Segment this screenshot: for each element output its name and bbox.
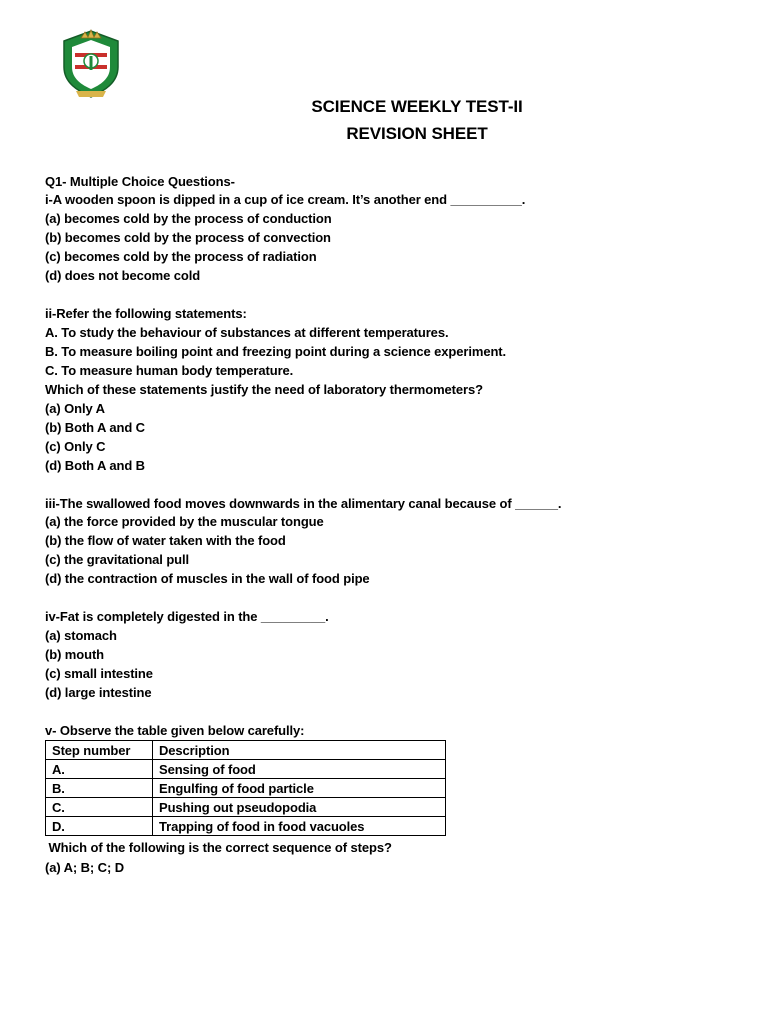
option-text: (d) the contraction of muscles in the wall of food pipe bbox=[45, 571, 370, 586]
table-row bbox=[46, 779, 446, 798]
option-text: (b) becomes cold by the process of convection bbox=[45, 230, 331, 245]
option-text: (b) the flow of water taken with the food bbox=[45, 533, 286, 548]
statement-text: C. To measure human body temperature. bbox=[45, 363, 294, 378]
option-text: (a) Only A bbox=[45, 401, 105, 416]
question-text: iii-The swallowed food moves downwards in the alimentary canal because of ______. bbox=[45, 496, 562, 511]
table-cell: D. bbox=[46, 817, 153, 836]
option-text: (a) A; B; C; D bbox=[45, 860, 124, 875]
statement-text: A. To study the behaviour of substances at different temperatures. bbox=[45, 325, 449, 340]
steps-table bbox=[45, 740, 446, 836]
option-text: (a) the force provided by the muscular tongue bbox=[45, 514, 324, 529]
table-cell: A. bbox=[46, 760, 153, 779]
question-text: Which of the following is the correct sequence of steps? bbox=[45, 840, 392, 855]
table-cell: Trapping of food in food vacuoles bbox=[153, 817, 446, 836]
section-heading: Q1- Multiple Choice Questions- bbox=[45, 174, 235, 189]
question-text: iv-Fat is completely digested in the _________. bbox=[45, 609, 329, 624]
table-header-cell: Description bbox=[153, 741, 446, 760]
table-cell: Engulfing of food particle bbox=[153, 779, 446, 798]
table-header-cell: Step number bbox=[46, 741, 153, 760]
option-text: (c) the gravitational pull bbox=[45, 552, 190, 567]
option-text: (d) large intestine bbox=[45, 685, 152, 700]
question-text: i-A wooden spoon is dipped in a cup of ice cream. It’s another end __________. bbox=[45, 192, 526, 207]
option-text: (c) Only C bbox=[45, 439, 106, 454]
question-text: v- Observe the table given below carefully: bbox=[45, 723, 305, 738]
page-title: SCIENCE WEEKLY TEST-II bbox=[311, 97, 523, 116]
option-text: (d) Both A and B bbox=[45, 458, 145, 473]
table-cell: C. bbox=[46, 798, 153, 817]
school-crest-icon bbox=[58, 27, 124, 101]
question-text: ii-Refer the following statements: bbox=[45, 306, 247, 321]
table-cell: Sensing of food bbox=[153, 760, 446, 779]
table-header-row bbox=[46, 741, 446, 760]
table-row bbox=[46, 817, 446, 836]
option-text: (b) Both A and C bbox=[45, 420, 145, 435]
option-text: (d) does not become cold bbox=[45, 268, 201, 283]
table-row bbox=[46, 760, 446, 779]
statement-text: B. To measure boiling point and freezing point during a science experiment. bbox=[45, 344, 507, 359]
option-text: (b) mouth bbox=[45, 647, 105, 662]
option-text: (a) stomach bbox=[45, 628, 117, 643]
table-row bbox=[46, 798, 446, 817]
option-text: (a) becomes cold by the process of conduction bbox=[45, 211, 332, 226]
table-cell: B. bbox=[46, 779, 153, 798]
option-text: (c) small intestine bbox=[45, 666, 153, 681]
table-cell: Pushing out pseudopodia bbox=[153, 798, 446, 817]
option-text: (c) becomes cold by the process of radiation bbox=[45, 249, 317, 264]
question-text: Which of these statements justify the need of laboratory thermometers? bbox=[45, 382, 483, 397]
page-subtitle: REVISION SHEET bbox=[346, 124, 488, 143]
